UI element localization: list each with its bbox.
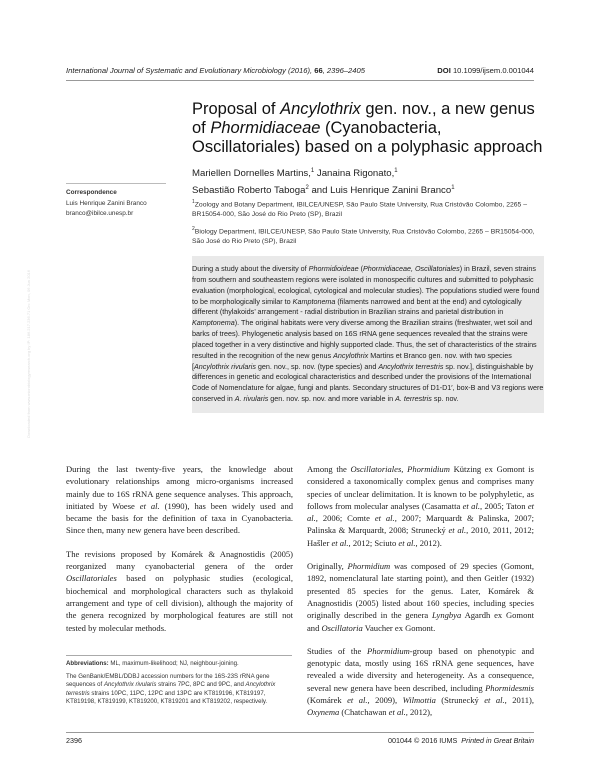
body-paragraph: During the last twenty-five years, the knowledge about evolutionary relationships among micro-organisms increased mainly due to 16S rRNA gene sequence analyses. This approach, initiated by Woese et al. (1990), has been widely used and became the basis for the definition of taxa in Cyanobacteria. Since then, many new genera have been described. <box>66 464 293 536</box>
title-genus: Ancylothrix <box>280 100 361 118</box>
abstract-box <box>192 256 544 413</box>
author-2-aff: 1 <box>394 168 398 174</box>
body-paragraph: Among the Oscillatoriales, Phormidium Kützing ex Gomont is considered a taxonomically complex genus and comprises many species of unclear delimitation. It is known to be polyphyletic, as follows from molecular analyses (Casamatta et al., 2005; Taton et al., 2006; Comte et al., 2007; Marquardt & Palinska, 2007; Palinska & Marquardt, 2008; Strunecký et al., 2010, 2011, 2012; Hašler et al., 2012; Sciuto et al., 2012). <box>307 464 535 548</box>
abbreviations-label: Abbreviations: <box>66 660 109 667</box>
author-2: Janaina Rigonato, <box>316 168 395 180</box>
title-text-2: gen. nov., a new genus of <box>192 100 535 137</box>
author-1-aff: 1 <box>310 168 315 174</box>
journal-year: (2016), <box>288 66 313 75</box>
correspondence-name: Luis Henrique Zanini Branco <box>66 200 147 207</box>
author-1: Mariellen Dornelles Martins, <box>192 168 311 180</box>
body-paragraph: Studies of the Phormidium-group based on phenotypic and genotypic data, mostly using 16S rRNA gene sequences, have revealed a wide diversity and heterogeneity. As a consequence, several new genera have been described, including Phormidesmis (Komárek et al., 2009), Wilmottia (Strunecký et al., 2011), Oxynema (Chatchawan et al., 2012), <box>307 645 534 718</box>
running-header-journal <box>66 66 365 75</box>
footer-copyright <box>388 736 534 745</box>
page-number: 2396 <box>66 736 82 745</box>
running-header-doi <box>437 66 534 75</box>
affiliation-2 <box>192 224 542 248</box>
body-column-right <box>307 463 534 730</box>
correspondence-label: Correspondence <box>66 189 117 196</box>
header-divider <box>66 80 534 81</box>
title-family: Phormidiaceae <box>210 119 321 137</box>
abstract-text: During a study about the diversity of Phormidioideae (Phormidiaceae, Oscillatoriales) in Brazil, seven strains from southern and southeastern regions were isolated in monospecific cultures and submitted to polyphasic evaluation (morphological, ecological, cytological and molecular studies). The populations studied were found to be morphologically similar to Kamptonema (filaments narrowed and bent at the end) and cytologically different (thylakoids’ arrangement - radial distribution in Brazilian strains and parietal distribution in Kamptonema). The original habitats were very diverse among the Brazilian strains (freshwater, wet soil and barks of trees). Phylogenetic analysis based on 16S rRNA gene sequences revealed that the strains were placed together in a very distinctive and highly supported clade. Thus, the set of characteristics of the strains resulted in the recognition of the new genus Ancylothrix Martins et Branco gen. nov. with two species [Ancylothrix rivularis gen. nov., sp. nov. (type species) and Ancylothrix terrestris sp. nov.], distinguishable by differences in genetic and ecological characteristics and described under the provisions of the International Code of Nomenclature for algae, fungi and plants. Secondary structures of D1-D1′, box-B and V3 regions were conserved in A. rivularis gen. nov. sp. nov. and more variable in A. terrestris sp. nov. <box>192 264 544 404</box>
correspondence-email[interactable]: branco@ibilce.unesp.br <box>66 210 134 217</box>
body-column-left <box>66 463 293 645</box>
author-list <box>192 164 532 198</box>
title-text-1: Proposal of <box>192 100 281 118</box>
affiliation-1-number: 1 <box>192 199 195 205</box>
author-4-aff: 1 <box>451 185 455 192</box>
abbreviations-note <box>66 660 294 669</box>
journal-name: International Journal of Systematic and Evolutionary Microbiology <box>66 66 286 75</box>
body-paragraph: Originally, Phormidium was composed of 29 species (Gomont, 1892, nomenclatural late starting point), and then Geitler (1932) presented 85 species for the genus. Later, Komárek & Anagnostidis (2005) listed about 160 species, including species originally described in the genera Lyngbya Agardh ex Gomont and Oscillatoria Vaucher ex Gomont. <box>307 561 534 633</box>
affiliation-2-number: 2 <box>192 226 195 232</box>
article-title <box>192 100 552 157</box>
journal-volume: 66 <box>314 66 323 75</box>
doi-label: DOI <box>437 66 451 75</box>
footnote-divider <box>66 655 292 656</box>
author-4: and Luis Henrique Zanini Branco <box>308 185 452 197</box>
body-paragraph: The revisions proposed by Komárek & Anagnostidis (2005) reorganized many cyanobacterial genera of the order Oscillatoriales based on polyphasic studies (ecological, biochemical and morphological characters such as thylakoid arrangement and type of cell division), although the majority of the genera recognized by morphological features are still not tested by molecular methods. <box>66 548 293 633</box>
abbreviations-text: ML, maximum-likelihood; NJ, neighbour-joining. <box>108 660 239 667</box>
footer-code: 001044 © 2016 IUMS <box>388 736 458 745</box>
author-3-aff: 2 <box>305 185 309 192</box>
correspondence-block <box>66 188 176 219</box>
download-watermark: Downloaded from www.microbiologyresearch.org by IP: 186.217.236.71 On: Mon, 06 Jun 2016 <box>26 270 31 438</box>
footnotes <box>66 660 294 711</box>
footer-printed: Printed in Great Britain <box>461 736 534 745</box>
affiliation-1 <box>192 197 542 221</box>
affiliation-1-text: Zoology and Botany Department, IBILCE/UNESP, São Paulo State University, Rua Cristóvão Colombo, 2265 – BR15054-000, São José do Rio Preto (SP), Brazil <box>192 201 527 219</box>
footer-divider <box>66 732 534 733</box>
affiliation-2-text: Biology Department, IBILCE/UNESP, São Paulo State University, Rua Cristóvão Colombo, 2265 – BR15054-000, São José do Rio Preto (SP), Brazil <box>192 228 535 246</box>
correspondence-divider <box>66 183 166 184</box>
title-text-3: (Cyanobacteria, Oscillatoriales) based on a polyphasic approach <box>192 119 543 156</box>
author-3: Sebastião Roberto Taboga <box>192 185 306 197</box>
journal-pages: , 2396–2405 <box>322 66 365 75</box>
genbank-note: The GenBank/EMBL/DDBJ accession numbers for the 16S-23S rRNA gene sequences of Ancylothrix rivularis strains 7PC, 8PC and 9PC, and Ancylothrix terrestris strains 10PC, 11PC, 12PC and 13PC are KT819196, KT819197, KT819198, KT819199, KT819200, KT819201 and KT819202, respectively. <box>66 672 276 706</box>
doi-value[interactable]: 10.1099/ijsem.0.001044 <box>452 66 534 75</box>
